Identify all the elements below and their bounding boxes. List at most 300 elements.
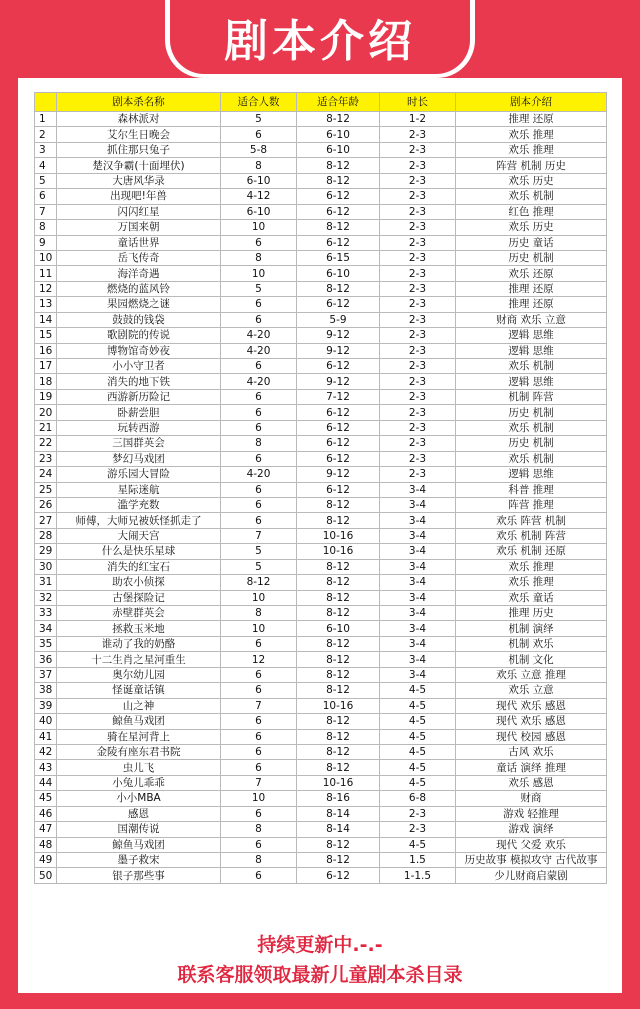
cell-age: 8-12	[297, 173, 380, 188]
cell-players: 4-20	[221, 374, 297, 389]
cell-players: 6	[221, 405, 297, 420]
cell-name: 消失的地下铁	[57, 374, 221, 389]
header-name: 剧本杀名称	[57, 93, 221, 112]
cell-name: 墨子救宋	[57, 853, 221, 868]
cell-name: 赤壁群英会	[57, 606, 221, 621]
cell-intro: 欢乐 立意 推理	[456, 667, 607, 682]
cell-name: 小小MBA	[57, 791, 221, 806]
cell-intro: 逻辑 思维	[456, 343, 607, 358]
cell-index: 15	[35, 328, 57, 343]
cell-name: 游乐园大冒险	[57, 467, 221, 482]
cell-players: 6	[221, 667, 297, 682]
cell-age: 8-12	[297, 513, 380, 528]
table-row	[35, 652, 607, 667]
cell-intro: 现代 父爱 欢乐	[456, 837, 607, 852]
cell-age: 9-12	[297, 467, 380, 482]
cell-name: 楚汉争霸(十面埋伏)	[57, 158, 221, 173]
cell-age: 9-12	[297, 343, 380, 358]
table-row	[35, 636, 607, 651]
cell-intro: 欢乐 童话	[456, 590, 607, 605]
cell-index: 7	[35, 204, 57, 219]
cell-players: 5	[221, 559, 297, 574]
cell-index: 29	[35, 544, 57, 559]
cell-age: 6-10	[297, 142, 380, 157]
cell-name: 果园燃烧之谜	[57, 297, 221, 312]
cell-age: 6-12	[297, 359, 380, 374]
cell-intro: 欢乐 机制 还原	[456, 544, 607, 559]
cell-intro: 欢乐 还原	[456, 266, 607, 281]
cell-name: 小小守卫者	[57, 359, 221, 374]
cell-players: 6	[221, 683, 297, 698]
cell-age: 8-12	[297, 652, 380, 667]
cell-name: 闪闪红星	[57, 204, 221, 219]
table-row	[35, 544, 607, 559]
cell-intro: 逻辑 思维	[456, 467, 607, 482]
cell-intro: 现代 欢乐 感恩	[456, 698, 607, 713]
cell-index: 24	[35, 467, 57, 482]
cell-players: 6	[221, 451, 297, 466]
cell-players: 6	[221, 497, 297, 512]
cell-age: 8-12	[297, 281, 380, 296]
cell-duration: 2-3	[380, 436, 456, 451]
table-row	[35, 683, 607, 698]
cell-name: 卧薪尝胆	[57, 405, 221, 420]
cell-players: 6	[221, 420, 297, 435]
cell-age: 9-12	[297, 374, 380, 389]
cell-players: 6	[221, 127, 297, 142]
table-row	[35, 173, 607, 188]
cell-duration: 1-2	[380, 112, 456, 127]
page-title: 剧本介绍	[224, 16, 416, 67]
cell-age: 10-16	[297, 698, 380, 713]
cell-duration: 3-4	[380, 482, 456, 497]
cell-intro: 欢乐 机制	[456, 189, 607, 204]
cell-name: 古堡探险记	[57, 590, 221, 605]
cell-index: 20	[35, 405, 57, 420]
cell-age: 6-10	[297, 127, 380, 142]
cell-players: 6	[221, 312, 297, 327]
cell-duration: 3-4	[380, 575, 456, 590]
cell-name: 小兔儿乖乖	[57, 775, 221, 790]
cell-players: 6-10	[221, 204, 297, 219]
cell-age: 8-12	[297, 744, 380, 759]
cell-age: 6-12	[297, 482, 380, 497]
table-row	[35, 621, 607, 636]
cell-intro: 推理 还原	[456, 112, 607, 127]
cell-index: 35	[35, 636, 57, 651]
cell-duration: 4-5	[380, 729, 456, 744]
cell-index: 47	[35, 822, 57, 837]
cell-intro: 历史 机制	[456, 405, 607, 420]
cell-index: 32	[35, 590, 57, 605]
cell-name: 虫儿飞	[57, 760, 221, 775]
cell-age: 8-12	[297, 853, 380, 868]
cell-intro: 古风 欢乐	[456, 744, 607, 759]
table-row	[35, 482, 607, 497]
cell-index: 23	[35, 451, 57, 466]
cell-players: 4-20	[221, 328, 297, 343]
table-row	[35, 436, 607, 451]
cell-index: 8	[35, 220, 57, 235]
cell-age: 6-12	[297, 436, 380, 451]
header-duration: 时长	[380, 93, 456, 112]
cell-intro: 红色 推理	[456, 204, 607, 219]
cell-name: 艾尔生日晚会	[57, 127, 221, 142]
cell-age: 10-16	[297, 528, 380, 543]
cell-players: 6	[221, 297, 297, 312]
cell-name: 怪诞童话镇	[57, 683, 221, 698]
cell-players: 10	[221, 791, 297, 806]
cell-age: 9-12	[297, 328, 380, 343]
cell-duration: 3-4	[380, 497, 456, 512]
cell-duration: 2-3	[380, 343, 456, 358]
cell-intro: 欢乐 推理	[456, 575, 607, 590]
cell-intro: 科普 推理	[456, 482, 607, 497]
cell-players: 6	[221, 636, 297, 651]
cell-intro: 欢乐 感恩	[456, 775, 607, 790]
cell-index: 4	[35, 158, 57, 173]
cell-index: 45	[35, 791, 57, 806]
cell-index: 48	[35, 837, 57, 852]
cell-players: 10	[221, 266, 297, 281]
cell-name: 滥学充数	[57, 497, 221, 512]
cell-index: 27	[35, 513, 57, 528]
cell-duration: 2-3	[380, 420, 456, 435]
cell-age: 8-12	[297, 714, 380, 729]
cell-age: 6-15	[297, 250, 380, 265]
cell-duration: 6-8	[380, 791, 456, 806]
cell-duration: 3-4	[380, 513, 456, 528]
table-row	[35, 775, 607, 790]
cell-age: 8-14	[297, 822, 380, 837]
cell-index: 10	[35, 250, 57, 265]
cell-index: 31	[35, 575, 57, 590]
cell-players: 6	[221, 868, 297, 883]
cell-name: 消失的红宝石	[57, 559, 221, 574]
table-row	[35, 822, 607, 837]
table-row	[35, 853, 607, 868]
table-row	[35, 606, 607, 621]
table-row	[35, 343, 607, 358]
cell-index: 12	[35, 281, 57, 296]
cell-index: 41	[35, 729, 57, 744]
cell-players: 6	[221, 359, 297, 374]
cell-duration: 3-4	[380, 621, 456, 636]
cell-players: 7	[221, 698, 297, 713]
cell-name: 什么是快乐星球	[57, 544, 221, 559]
cell-duration: 2-3	[380, 405, 456, 420]
cell-name: 星际迷航	[57, 482, 221, 497]
cell-intro: 阵营 推理	[456, 497, 607, 512]
cell-index: 16	[35, 343, 57, 358]
table-row	[35, 112, 607, 127]
table-row	[35, 158, 607, 173]
cell-age: 8-12	[297, 729, 380, 744]
cell-age: 6-12	[297, 405, 380, 420]
cell-name: 海洋奇遇	[57, 266, 221, 281]
cell-name: 万国来朝	[57, 220, 221, 235]
cell-name: 奥尔幼儿园	[57, 667, 221, 682]
script-table	[34, 92, 607, 884]
cell-name: 童话世界	[57, 235, 221, 250]
cell-players: 6	[221, 729, 297, 744]
cell-age: 8-12	[297, 760, 380, 775]
cell-age: 8-12	[297, 667, 380, 682]
cell-players: 6	[221, 760, 297, 775]
cell-age: 6-12	[297, 235, 380, 250]
table-row	[35, 729, 607, 744]
cell-index: 19	[35, 389, 57, 404]
cell-intro: 推理 还原	[456, 281, 607, 296]
cell-duration: 3-4	[380, 544, 456, 559]
table-row	[35, 868, 607, 883]
cell-index: 34	[35, 621, 57, 636]
cell-name: 抓住那只兔子	[57, 142, 221, 157]
cell-duration: 3-4	[380, 652, 456, 667]
table-row	[35, 528, 607, 543]
cell-intro: 欢乐 机制 阵营	[456, 528, 607, 543]
cell-players: 7	[221, 528, 297, 543]
table-row	[35, 127, 607, 142]
cell-players: 5-8	[221, 142, 297, 157]
cell-index: 13	[35, 297, 57, 312]
cell-name: 国潮传说	[57, 822, 221, 837]
cell-players: 5	[221, 112, 297, 127]
cell-intro: 财商	[456, 791, 607, 806]
table-row	[35, 559, 607, 574]
table-row	[35, 791, 607, 806]
cell-intro: 机制 演绎	[456, 621, 607, 636]
cell-duration: 1.5	[380, 853, 456, 868]
table-row	[35, 420, 607, 435]
cell-name: 山之神	[57, 698, 221, 713]
table-row	[35, 220, 607, 235]
cell-intro: 历史 机制	[456, 250, 607, 265]
table-row	[35, 405, 607, 420]
cell-name: 三国群英会	[57, 436, 221, 451]
cell-age: 8-12	[297, 590, 380, 605]
cell-duration: 2-3	[380, 822, 456, 837]
cell-name: 西游新历险记	[57, 389, 221, 404]
table-row	[35, 266, 607, 281]
cell-players: 6	[221, 235, 297, 250]
cell-intro: 逻辑 思维	[456, 374, 607, 389]
table-row	[35, 204, 607, 219]
cell-age: 6-12	[297, 189, 380, 204]
cell-duration: 4-5	[380, 760, 456, 775]
cell-players: 10	[221, 621, 297, 636]
cell-index: 40	[35, 714, 57, 729]
cell-index: 50	[35, 868, 57, 883]
content-panel	[18, 78, 622, 993]
title-banner	[170, 0, 470, 74]
cell-players: 4-20	[221, 467, 297, 482]
cell-age: 8-16	[297, 791, 380, 806]
cell-players: 10	[221, 220, 297, 235]
cell-intro: 机制 文化	[456, 652, 607, 667]
table-row	[35, 806, 607, 821]
cell-duration: 2-3	[380, 451, 456, 466]
cell-players: 6	[221, 389, 297, 404]
cell-name: 出现吧!年兽	[57, 189, 221, 204]
cell-index: 42	[35, 744, 57, 759]
cell-intro: 机制 欢乐	[456, 636, 607, 651]
cell-index: 46	[35, 806, 57, 821]
cell-intro: 财商 欢乐 立意	[456, 312, 607, 327]
table-row	[35, 837, 607, 852]
cell-index: 17	[35, 359, 57, 374]
cell-index: 33	[35, 606, 57, 621]
cell-duration: 2-3	[380, 158, 456, 173]
cell-age: 6-10	[297, 621, 380, 636]
table-row	[35, 250, 607, 265]
cell-duration: 2-3	[380, 220, 456, 235]
cell-duration: 2-3	[380, 235, 456, 250]
cell-players: 8	[221, 606, 297, 621]
cell-duration: 3-4	[380, 590, 456, 605]
cell-index: 39	[35, 698, 57, 713]
cell-age: 8-12	[297, 559, 380, 574]
table-row	[35, 189, 607, 204]
cell-intro: 阵营 机制 历史	[456, 158, 607, 173]
cell-duration: 3-4	[380, 528, 456, 543]
cell-players: 6	[221, 806, 297, 821]
header-players: 适合人数	[221, 93, 297, 112]
cell-name: 博物馆奇妙夜	[57, 343, 221, 358]
table-row	[35, 451, 607, 466]
cell-players: 8-12	[221, 575, 297, 590]
cell-intro: 欢乐 历史	[456, 220, 607, 235]
cell-duration: 2-3	[380, 173, 456, 188]
cell-players: 6	[221, 482, 297, 497]
cell-duration: 3-4	[380, 667, 456, 682]
cell-name: 金陵有座东君书院	[57, 744, 221, 759]
cell-players: 8	[221, 822, 297, 837]
cell-index: 43	[35, 760, 57, 775]
cell-name: 鲸鱼马戏团	[57, 714, 221, 729]
cell-players: 8	[221, 436, 297, 451]
cell-intro: 游戏 演绎	[456, 822, 607, 837]
table-row	[35, 297, 607, 312]
cell-index: 6	[35, 189, 57, 204]
cell-age: 8-12	[297, 112, 380, 127]
cell-name: 大唐风华录	[57, 173, 221, 188]
cell-players: 6-10	[221, 173, 297, 188]
cell-duration: 2-3	[380, 806, 456, 821]
table-row	[35, 744, 607, 759]
table-row	[35, 235, 607, 250]
cell-index: 30	[35, 559, 57, 574]
cell-duration: 2-3	[380, 204, 456, 219]
cell-index: 37	[35, 667, 57, 682]
cell-players: 8	[221, 853, 297, 868]
cell-duration: 2-3	[380, 467, 456, 482]
cell-age: 8-14	[297, 806, 380, 821]
cell-name: 岳飞传奇	[57, 250, 221, 265]
cell-index: 18	[35, 374, 57, 389]
cell-players: 7	[221, 775, 297, 790]
cell-index: 44	[35, 775, 57, 790]
table-row	[35, 328, 607, 343]
cell-intro: 童话 演绎 推理	[456, 760, 607, 775]
cell-duration: 3-4	[380, 606, 456, 621]
cell-intro: 欢乐 机制	[456, 451, 607, 466]
cell-intro: 欢乐 推理	[456, 127, 607, 142]
cell-players: 10	[221, 590, 297, 605]
cell-duration: 3-4	[380, 559, 456, 574]
header-index	[35, 93, 57, 112]
cell-name: 十二生肖之星河重生	[57, 652, 221, 667]
cell-intro: 机制 阵营	[456, 389, 607, 404]
cell-age: 6-12	[297, 420, 380, 435]
cell-duration: 1-1.5	[380, 868, 456, 883]
cell-index: 28	[35, 528, 57, 543]
cell-index: 49	[35, 853, 57, 868]
cell-index: 21	[35, 420, 57, 435]
cell-players: 12	[221, 652, 297, 667]
table-row	[35, 698, 607, 713]
cell-index: 38	[35, 683, 57, 698]
table-row	[35, 281, 607, 296]
cell-intro: 欢乐 立意	[456, 683, 607, 698]
header-age: 适合年龄	[297, 93, 380, 112]
cell-intro: 欢乐 推理	[456, 142, 607, 157]
table-row	[35, 389, 607, 404]
cell-players: 8	[221, 158, 297, 173]
cell-players: 6	[221, 513, 297, 528]
cell-players: 4-12	[221, 189, 297, 204]
cell-intro: 逻辑 思维	[456, 328, 607, 343]
cell-intro: 欢乐 推理	[456, 559, 607, 574]
cell-intro: 历史 童话	[456, 235, 607, 250]
cell-intro: 欢乐 机制	[456, 420, 607, 435]
cell-name: 玩转西游	[57, 420, 221, 435]
cell-index: 11	[35, 266, 57, 281]
cell-name: 鼓鼓的钱袋	[57, 312, 221, 327]
cell-age: 10-16	[297, 775, 380, 790]
cell-name: 森林派对	[57, 112, 221, 127]
cell-intro: 历史故事 模拟攻守 古代故事	[456, 853, 607, 868]
table-row	[35, 497, 607, 512]
cell-duration: 2-3	[380, 328, 456, 343]
cell-index: 22	[35, 436, 57, 451]
cell-intro: 现代 校园 感恩	[456, 729, 607, 744]
cell-duration: 2-3	[380, 142, 456, 157]
cell-age: 6-12	[297, 297, 380, 312]
cell-duration: 4-5	[380, 837, 456, 852]
cell-duration: 2-3	[380, 281, 456, 296]
table-row	[35, 667, 607, 682]
table-row	[35, 467, 607, 482]
cell-age: 8-12	[297, 497, 380, 512]
cell-name: 银子那些事	[57, 868, 221, 883]
table-row	[35, 714, 607, 729]
cell-players: 6	[221, 744, 297, 759]
cell-name: 拯救玉米地	[57, 621, 221, 636]
cell-duration: 4-5	[380, 714, 456, 729]
cell-name: 大闹天宫	[57, 528, 221, 543]
cell-index: 3	[35, 142, 57, 157]
cell-age: 8-12	[297, 575, 380, 590]
cell-players: 5	[221, 281, 297, 296]
cell-index: 2	[35, 127, 57, 142]
cell-name: 梦幻马戏团	[57, 451, 221, 466]
cell-index: 14	[35, 312, 57, 327]
cell-age: 8-12	[297, 636, 380, 651]
cell-age: 5-9	[297, 312, 380, 327]
cell-duration: 2-3	[380, 127, 456, 142]
cell-duration: 2-3	[380, 389, 456, 404]
